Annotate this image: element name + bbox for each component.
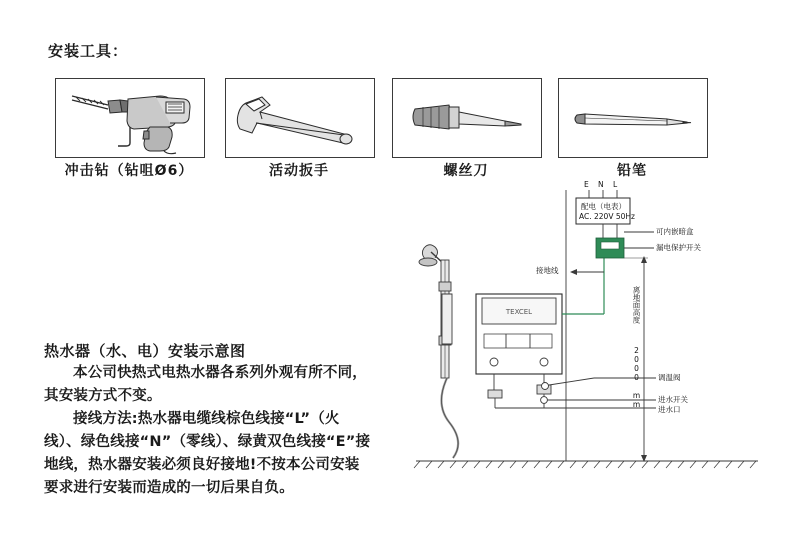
pencil-icon [559, 79, 705, 155]
height-note-label: 离地面高度 [632, 286, 641, 324]
tool-box-impact-drill [55, 78, 205, 158]
power-box-label-line2: AC. 220V 50Hz [579, 212, 635, 221]
svg-text:TEXCEL: TEXCEL [505, 308, 533, 316]
tools-section-title: 安装工具： [48, 42, 129, 60]
tool-box-pencil [558, 78, 708, 158]
power-box-label-line1: 配电（电表） [581, 202, 626, 211]
tool-caption-screwdriver: 螺丝刀 [443, 163, 489, 179]
diagram-title: 热水器（水、电）安装示意图 [44, 342, 246, 360]
water-inlet-switch-label: 进水开关 [658, 395, 688, 404]
impact-drill-icon [56, 79, 202, 155]
tool-caption-pencil: 铅笔 [617, 163, 647, 179]
concealed-box-label: 可内嵌暗盒 [656, 227, 694, 236]
height-value-label: 2000 mm [632, 346, 641, 409]
description-paragraph-2: 接线方法:热水器电缆线棕色线接“L”（火线）、绿色线接“N”（零线）、绿黄双色线接“E”接地线，热水器安装必须良好接地!不按本公司安装要求进行安装而造成的一切后果自负。 [44, 411, 371, 496]
ground-wire-label: 接地线 [536, 266, 559, 275]
terminal-label-n: N [598, 180, 604, 189]
terminal-label-l: L [613, 180, 618, 189]
tool-caption-impact-drill: 冲击钻（钻咀Ø6） [64, 163, 194, 179]
adjustable-wrench-icon [226, 79, 372, 155]
terminal-label-e: E [584, 180, 589, 189]
tool-box-wrench [225, 78, 375, 158]
tool-box-screwdriver [392, 78, 542, 158]
tool-caption-wrench: 活动扳手 [269, 163, 329, 179]
water-inlet-label: 进水口 [658, 405, 681, 414]
mixing-valve-label: 调温阀 [658, 373, 681, 382]
description-paragraph-1: 本公司快热式电热水器各系列外观有所不同，其安装方式不变。 [44, 365, 367, 404]
diagram-drawing [398, 186, 778, 486]
screwdriver-icon [393, 79, 539, 155]
description-body [44, 362, 374, 500]
leakage-switch-label: 漏电保护开关 [656, 243, 701, 252]
installation-diagram [398, 180, 778, 486]
